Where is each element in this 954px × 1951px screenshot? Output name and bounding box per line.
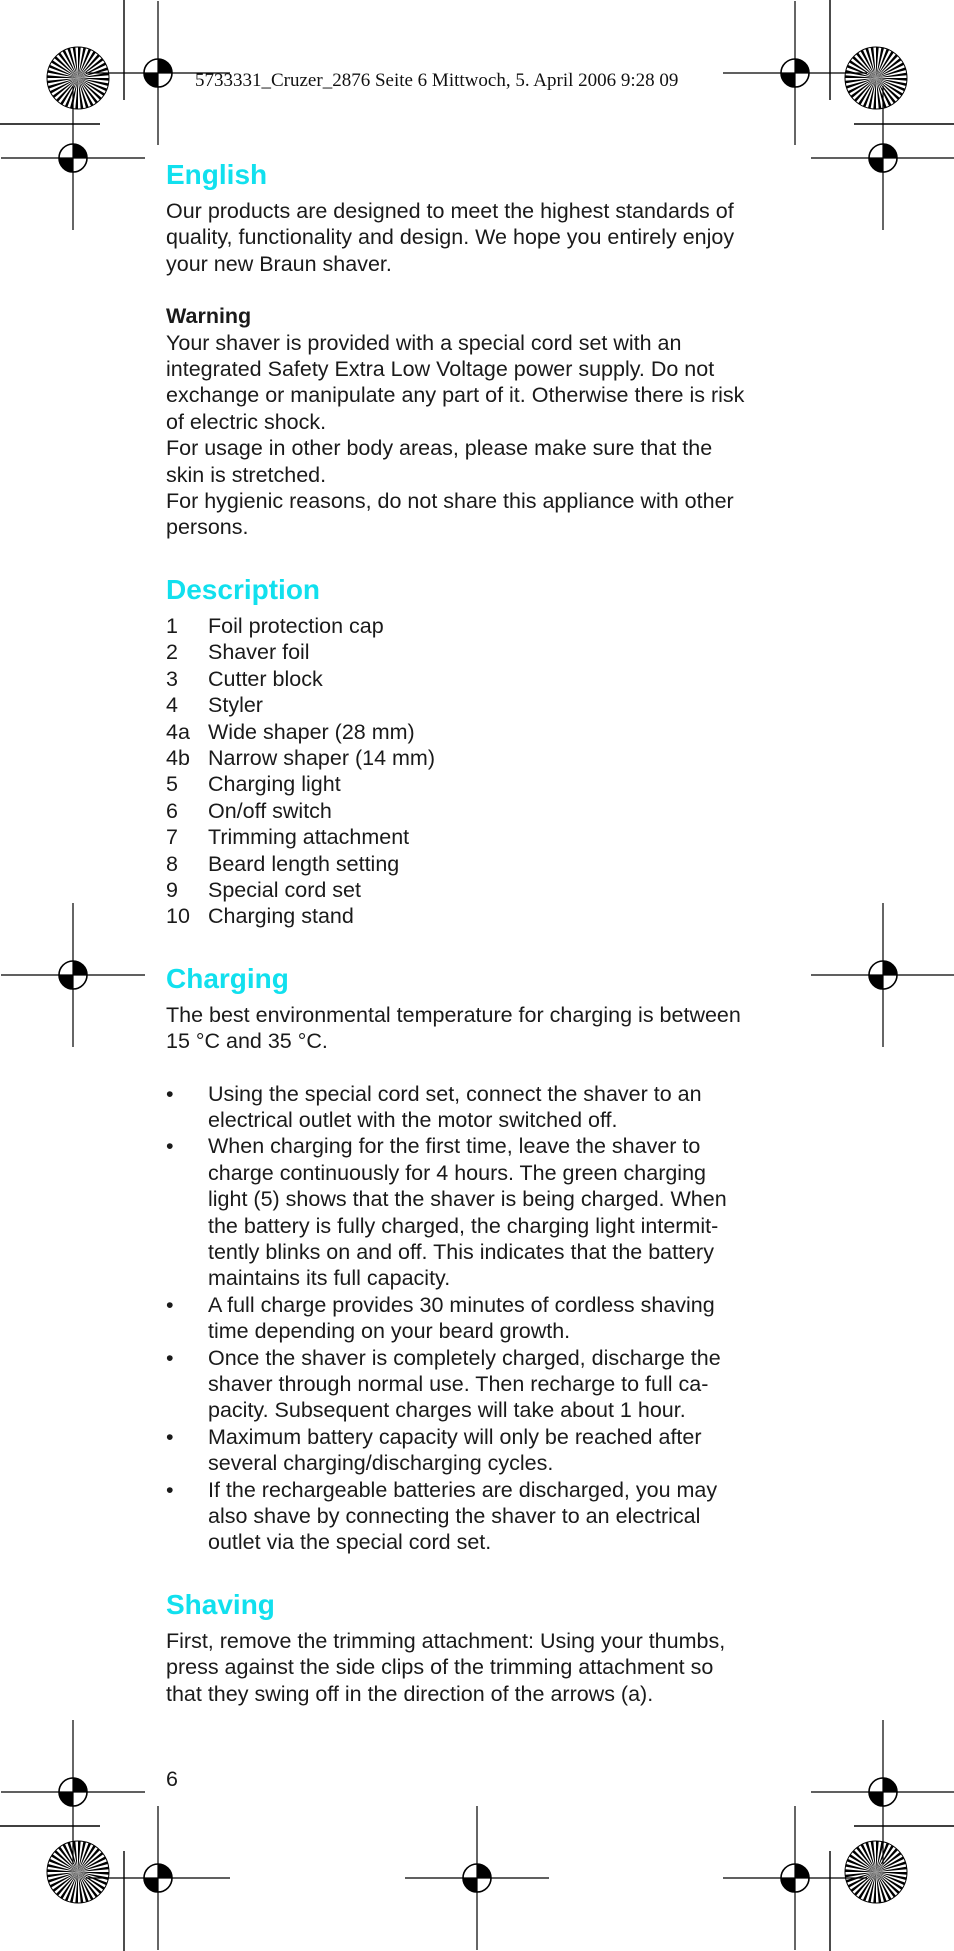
- heading-shaving: Shaving: [166, 1588, 275, 1620]
- star-target-icon-bottom-right: [845, 1841, 907, 1903]
- list-item: • When charging for the first time, leave the shaver to charge continuously for 4 hours. The green charging light (5) shows that the shaver is being charged. When the battery is fully charged, the charging light intermit- tently blinks on and off. This indicates that the battery maintains its full capacity.: [166, 1134, 727, 1291]
- charging-intro: The best environmental temperature for charging is between 15 °C and 35 °C.: [166, 1002, 741, 1054]
- list-item: 7 Trimming attachment: [166, 825, 410, 850]
- star-target-icon-top-right: [845, 47, 907, 109]
- heading-description: Description: [166, 573, 321, 605]
- bullet-icon: •: [166, 1477, 174, 1502]
- heading-charging: Charging: [166, 962, 289, 994]
- page-content: [166, 152, 796, 1707]
- parts-list: [166, 613, 796, 930]
- list-item: 5 Charging light: [166, 772, 341, 797]
- warning-label: Warning: [166, 304, 252, 329]
- bullet-icon: •: [166, 1345, 174, 1370]
- crosshair-mark-upper-right: [811, 86, 954, 230]
- crosshair-mark-mid-right: [811, 903, 954, 1047]
- shaving-paragraph: First, remove the trimming attachment: Using your thumbs, press against the side clips of the trimming attachment so that they swing off in the direction of the arrows (a).: [166, 1628, 726, 1706]
- list-item: • If the rechargeable batteries are discharged, you may also shave by connecting the shaver to an electrical outlet via the special cord set.: [166, 1477, 718, 1555]
- print-slug: 5733331_Cruzer_2876 Seite 6 Mittwoch, 5. April 2006 9:28 09: [195, 70, 679, 91]
- crosshair-mark-bottom-center: [405, 1806, 549, 1950]
- list-item: 10 Charging stand: [166, 904, 354, 929]
- warning-paragraph: Your shaver is provided with a special cord set with an integrated Safety Extra Low Voltage power supply. Do not exchange or manipulate any part of it. Otherwise there is risk of electric shock. For usage in other body areas, please make sure that the skin is stretched. For hygienic reasons, do not share this appliance with other persons.: [166, 330, 745, 540]
- crosshair-mark-upper-left: [1, 86, 145, 230]
- list-item: 4 Styler: [166, 693, 263, 718]
- list-item: 3 Cutter block: [166, 666, 323, 691]
- list-item: 1 Foil protection cap: [166, 613, 384, 638]
- bullet-icon: •: [166, 1424, 174, 1449]
- section-description: [166, 567, 796, 930]
- page-number: 6: [166, 1767, 178, 1791]
- bullet-icon: •: [166, 1292, 174, 1317]
- crosshair-mark-mid-left: [1, 903, 145, 1047]
- intro-paragraph: Our products are designed to meet the highest standards of quality, functionality and design. We hope you entirely enjoy your new Braun shaver.: [166, 199, 735, 276]
- charging-bullets: [166, 1081, 796, 1556]
- list-item: 4b Narrow shaper (14 mm): [166, 745, 435, 770]
- star-target-icon-top-left: [47, 47, 109, 109]
- list-item: • A full charge provides 30 minutes of cordless shaving time depending on your beard growth.: [166, 1292, 715, 1344]
- list-item: 6 On/off switch: [166, 798, 332, 823]
- list-item: 4a Wide shaper (28 mm): [166, 719, 415, 744]
- bullet-icon: •: [166, 1081, 174, 1106]
- list-item: 2 Shaver foil: [166, 640, 310, 665]
- bullet-icon: •: [166, 1134, 174, 1159]
- list-item: • Once the shaver is completely charged, discharge the shaver through normal use. Then recharge to full ca- pacity. Subsequent charges will take about 1 hour.: [166, 1345, 721, 1423]
- list-item: 8 Beard length setting: [166, 851, 400, 876]
- list-item: 9 Special cord set: [166, 877, 361, 902]
- section-english: [166, 152, 796, 541]
- list-item: • Maximum battery capacity will only be reached after several charging/discharging cycles.: [166, 1424, 702, 1476]
- section-shaving: [166, 1582, 796, 1707]
- section-charging: [166, 956, 796, 1556]
- heading-english: English: [166, 159, 268, 190]
- star-target-icon-bottom-left: [47, 1841, 109, 1903]
- list-item: • Using the special cord set, connect the shaver to an electrical outlet with the motor switched off.: [166, 1081, 702, 1132]
